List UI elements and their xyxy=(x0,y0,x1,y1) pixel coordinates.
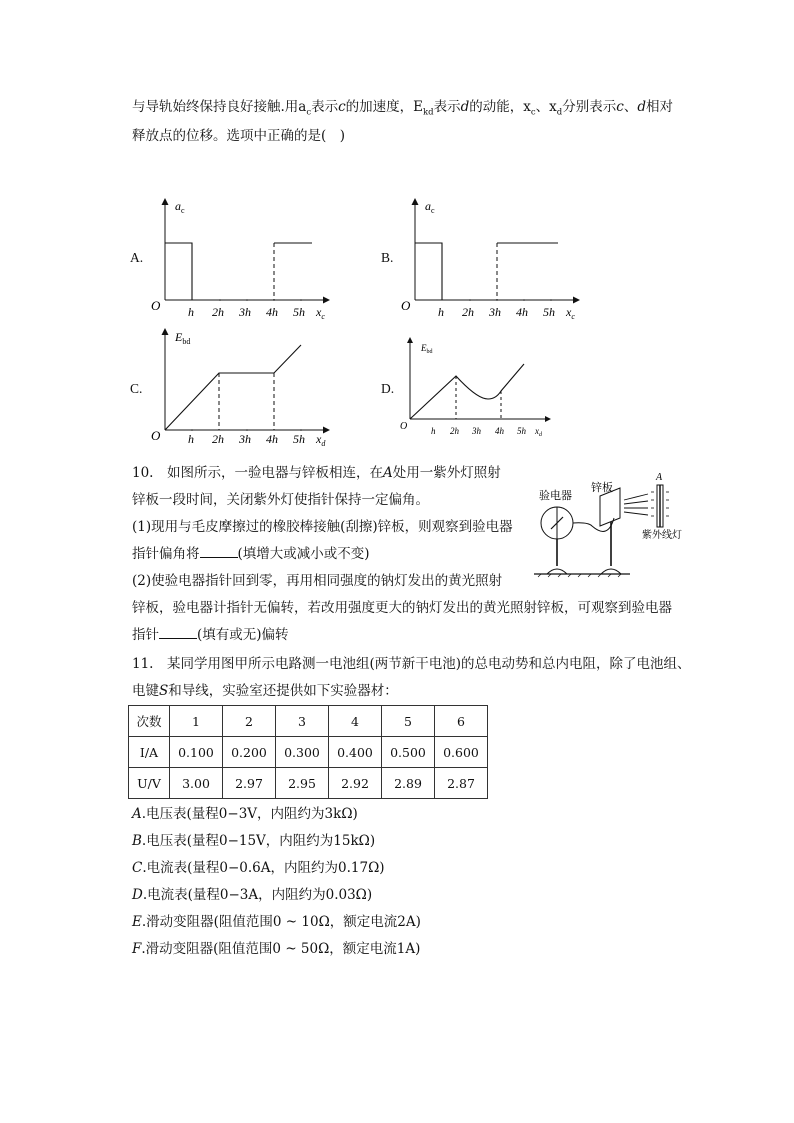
tick-label: 3h xyxy=(239,432,251,446)
variable: d xyxy=(637,99,646,115)
equipment-item xyxy=(132,856,385,876)
q10-line-7 xyxy=(132,623,289,643)
equipment-letter: B xyxy=(132,833,142,849)
answer-blank[interactable] xyxy=(200,545,238,558)
table-row xyxy=(129,768,488,799)
table-header-cell: 1 xyxy=(170,706,223,737)
intro-text: 分别表示 xyxy=(562,99,617,115)
intro-text: 表示 xyxy=(311,99,339,115)
equipment-letter: E xyxy=(132,914,142,930)
equipment-letter: F xyxy=(132,941,142,957)
equipment-letter: D xyxy=(132,887,143,903)
origin-label: O xyxy=(151,298,161,313)
equipment-text: .电压表(量程0−3V，内阻约为3kΩ) xyxy=(141,806,358,822)
q10-line-6: 锌板，验电器计指针无偏转，若改用强度更大的钠灯发出的黄光照射锌板，可观察到验电器 xyxy=(132,600,672,616)
tick-label: 3h xyxy=(489,305,501,319)
zinc-plate-label: 锌板 xyxy=(591,482,613,494)
intro-text: 的加速度，E xyxy=(345,99,424,115)
table-header-cell: 5 xyxy=(382,706,435,737)
graph-b xyxy=(395,193,595,323)
origin-label: O xyxy=(401,298,411,313)
y-axis-label: $a_c$ xyxy=(425,199,435,215)
equipment-item xyxy=(132,910,421,930)
option-d-label: D. xyxy=(381,381,395,396)
y-axis-label: $a_c$ xyxy=(175,199,185,215)
table-cell: 2.95 xyxy=(276,768,329,799)
graph-a xyxy=(145,193,345,323)
intro-text: 相对 xyxy=(645,99,673,115)
tick-label: 5h xyxy=(293,305,305,319)
tick-label: 3h xyxy=(472,426,481,436)
electroscope-figure xyxy=(530,466,700,578)
intro-text: 、x xyxy=(535,99,557,115)
tick-label: 5h xyxy=(517,426,526,436)
tick-label: 4h xyxy=(266,432,278,446)
y-axis-label: $E_{bd}$ xyxy=(421,343,433,355)
table-cell: 2.87 xyxy=(435,768,488,799)
table-header-cell: 2 xyxy=(223,706,276,737)
intro-text: 表示 xyxy=(433,99,461,115)
point-a-label: A xyxy=(656,472,663,483)
tick-label: 4h xyxy=(516,305,528,319)
table-header-cell: 6 xyxy=(435,706,488,737)
tick-label: 4h xyxy=(495,426,504,436)
equipment-text: .电流表(量程0−0.6A，内阻约为0.17Ω) xyxy=(142,860,385,876)
variable: S xyxy=(159,683,169,699)
q10-text: (填有或无)偏转 xyxy=(197,627,289,643)
tick-label: h xyxy=(438,305,444,319)
intro-text: 与导轨始终保持良好接触.用a xyxy=(132,99,307,115)
tick-label: 3h xyxy=(239,305,251,319)
table-cell: 3.00 xyxy=(170,768,223,799)
table-header-cell: 次数 xyxy=(129,706,170,737)
table-cell: 0.600 xyxy=(435,737,488,768)
tick-label: 2h xyxy=(462,305,474,319)
equipment-item xyxy=(132,937,420,957)
q11-text: 和导线，实验室还提供如下实验器材： xyxy=(168,683,398,699)
tick-label: h xyxy=(431,426,436,436)
subscript: c xyxy=(306,107,312,118)
table-cell: U/V xyxy=(129,768,170,799)
q10-text: 指针偏角将 xyxy=(132,546,200,562)
equipment-item xyxy=(132,883,372,903)
equipment-letter: C xyxy=(132,860,143,876)
q11-text: 电键 xyxy=(132,683,159,699)
subscript: d xyxy=(556,107,563,118)
table-header-cell: 4 xyxy=(329,706,382,737)
intro-text: 、 xyxy=(623,99,638,115)
tick-label: 2h xyxy=(450,426,459,436)
q10-line-3: (1)现用与毛皮摩擦过的橡胶棒接触(刮擦)锌板，则观察到验电器 xyxy=(132,519,513,535)
variable: c xyxy=(616,99,624,115)
q10-line-4 xyxy=(132,542,370,562)
equipment-text: .滑动变阻器(阻值范围0 ~ 10Ω，额定电流2A) xyxy=(141,914,421,930)
tick-label: h xyxy=(188,432,194,446)
q11-line-1: 11. 某同学用图甲所示电路测一电池组(两节新干电池)的总电动势和总内电阻，除了电池组、 xyxy=(132,656,691,672)
graph-d xyxy=(395,333,565,443)
tick-label: 5h xyxy=(293,432,305,446)
answer-blank[interactable] xyxy=(159,626,197,639)
x-axis-label: $x_c$ xyxy=(316,305,325,321)
q10-line-1 xyxy=(132,461,501,481)
x-axis-label: $x_d$ xyxy=(316,432,326,448)
table-cell: 2.89 xyxy=(382,768,435,799)
subscript: c xyxy=(530,107,536,118)
table-header-cell: 3 xyxy=(276,706,329,737)
option-a-label: A. xyxy=(130,250,144,265)
origin-label: O xyxy=(400,421,408,432)
graph-c xyxy=(145,323,345,453)
table-cell: 2.92 xyxy=(329,768,382,799)
table-cell: 0.400 xyxy=(329,737,382,768)
table-cell: 0.100 xyxy=(170,737,223,768)
data-table xyxy=(128,705,488,799)
equipment-item xyxy=(132,802,358,822)
variable: A xyxy=(382,465,393,481)
x-axis-label: $x_d$ xyxy=(535,426,542,438)
q10-text: 处用一紫外灯照射 xyxy=(392,465,501,481)
q10-line-5: (2)使验电器指针回到零，再用相同强度的钠灯发出的黄光照射 xyxy=(132,573,503,589)
option-b-label: B. xyxy=(381,250,394,265)
option-c-label: C. xyxy=(130,381,143,396)
intro-line-1 xyxy=(132,95,673,118)
q10-text: 指针 xyxy=(132,627,159,643)
table-cell: I/A xyxy=(129,737,170,768)
intro-text: 的动能，x xyxy=(469,99,531,115)
x-axis-label: $x_c$ xyxy=(566,305,575,321)
q11-line-2 xyxy=(132,679,398,699)
table-cell: 0.300 xyxy=(276,737,329,768)
equipment-item xyxy=(132,829,375,849)
y-axis-label: $E_{bd}$ xyxy=(175,330,191,346)
origin-label: O xyxy=(151,428,161,443)
tick-label: 2h xyxy=(212,432,224,446)
tick-label: 4h xyxy=(266,305,278,319)
table-row xyxy=(129,737,488,768)
intro-line-2: 释放点的位移。选项中正确的是( ) xyxy=(132,128,346,144)
table-cell: 0.200 xyxy=(223,737,276,768)
table-cell: 0.500 xyxy=(382,737,435,768)
electroscope-label: 验电器 xyxy=(539,490,572,502)
equipment-text: .滑动变阻器(阻值范围0 ~ 50Ω，额定电流1A) xyxy=(141,941,421,957)
q10-line-2: 锌板一段时间，关闭紫外灯使指针保持一定偏角。 xyxy=(132,492,429,508)
tick-label: 5h xyxy=(543,305,555,319)
equipment-text: .电压表(量程0−15V，内阻约为15kΩ) xyxy=(141,833,376,849)
q10-text: 10. 如图所示，一验电器与锌板相连，在 xyxy=(132,465,383,481)
uv-lamp-label: 紫外线灯 xyxy=(642,530,682,541)
variable: c xyxy=(338,99,346,115)
table-header-row xyxy=(129,706,488,737)
equipment-letter: A xyxy=(132,806,142,822)
subscript: kd xyxy=(423,107,434,118)
tick-label: 2h xyxy=(212,305,224,319)
q10-text: (填增大或减小或不变) xyxy=(237,546,370,562)
tick-label: h xyxy=(188,305,194,319)
equipment-text: .电流表(量程0−3A，内阻约为0.03Ω) xyxy=(142,887,373,903)
variable: d xyxy=(460,99,470,115)
table-cell: 2.97 xyxy=(223,768,276,799)
